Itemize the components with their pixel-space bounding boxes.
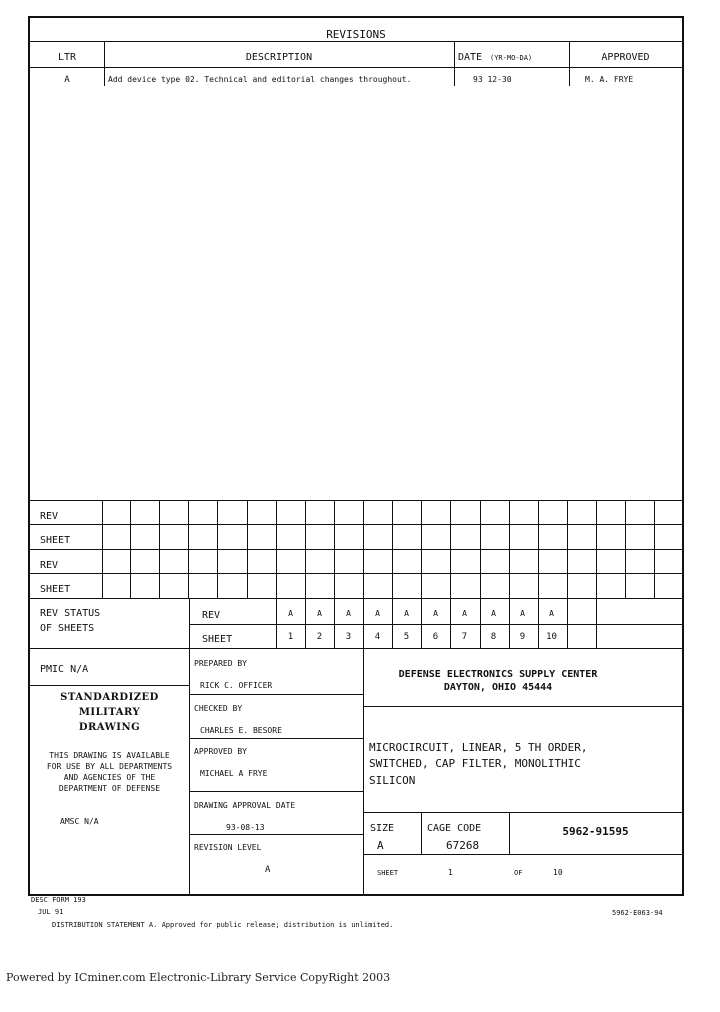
rev-status-rev-cell: A [346, 609, 351, 618]
divider [130, 500, 131, 598]
divider [392, 500, 393, 598]
divider [188, 500, 189, 598]
divider [569, 42, 570, 86]
title-line3: SILICON [369, 774, 416, 787]
divider [189, 791, 363, 792]
grid-label-rev-2: REV [40, 560, 59, 571]
divider [567, 598, 568, 648]
drawing-number: 5962-91595 [562, 825, 629, 838]
availability-line4: DEPARTMENT OF DEFENSE [58, 784, 161, 793]
grid-label-rev-1: REV [40, 511, 59, 522]
divider [247, 500, 248, 598]
cage-label: CAGE CODE [427, 823, 482, 834]
rev-status-rev-cell: A [491, 609, 496, 618]
rev-status-label-1: REV STATUS [40, 608, 101, 619]
divider [421, 812, 422, 854]
divider [625, 500, 626, 598]
divider [30, 524, 682, 525]
rev-status-rev-cell: A [520, 609, 525, 618]
availability-line2: FOR USE BY ALL DEPARTMENTS [46, 762, 173, 771]
approval-date-label: DRAWING APPROVAL DATE [194, 801, 296, 810]
divider [30, 573, 682, 574]
standardized-line1: STANDARDIZED [60, 692, 159, 703]
prepared-label: PREPARED BY [194, 659, 247, 668]
revisions-title: REVISIONS [326, 28, 386, 41]
divider [189, 738, 363, 739]
form-number: DESC FORM 193 [31, 896, 86, 904]
divider [159, 500, 160, 598]
sheet-info-sheet: 1 [448, 868, 453, 877]
divider [450, 500, 451, 598]
divider [596, 598, 597, 648]
divider [102, 500, 103, 598]
revision-level: A [265, 865, 271, 875]
approved-header: APPROVED [601, 52, 650, 63]
divider [30, 67, 682, 68]
standardized-line2: MILITARY [78, 707, 141, 718]
rev-status-sheet-cell: 4 [374, 632, 381, 642]
rev-status-sheet-cell: 9 [519, 632, 526, 642]
pmic: PMIC N/A [40, 664, 89, 675]
rev-status-sheet-cell: 6 [432, 632, 439, 642]
agency-line1: DEFENSE ELECTRONICS SUPPLY CENTER [398, 669, 598, 680]
standardized-line3: DRAWING [78, 722, 141, 733]
cage-value: 67268 [446, 839, 480, 852]
rev-status-rev-cell: A [317, 609, 322, 618]
divider [654, 500, 655, 598]
rev-status-rev-cell: A [462, 609, 467, 618]
form-date: JUL 91 [38, 908, 64, 916]
divider [334, 500, 335, 598]
divider [217, 500, 218, 598]
rev-status-sheet-cell: 1 [287, 632, 294, 642]
agency-line2: DAYTON, OHIO 45444 [443, 682, 553, 693]
checked-label: CHECKED BY [194, 704, 243, 713]
title-line2: SWITCHED, CAP FILTER, MONOLITHIC [369, 757, 581, 770]
divider [421, 500, 422, 598]
title-line1: MICROCIRCUIT, LINEAR, 5 TH ORDER, [369, 741, 588, 754]
divider [30, 549, 682, 550]
rev-label: REV [202, 610, 221, 621]
divider [538, 500, 539, 598]
divider [305, 500, 306, 598]
grid-label-sheet-1: SHEET [40, 535, 71, 546]
divider [30, 685, 189, 686]
divider [30, 598, 682, 599]
amsc: AMSC N/A [60, 817, 99, 826]
description-header: DESCRIPTION [245, 52, 313, 63]
powered-by: Powered by ICminer.com Electronic-Library Service CopyRight 2003 [6, 971, 391, 984]
checked-name: CHARLES E. BESORE [200, 726, 282, 735]
rev-status-rev-cell: A [288, 609, 293, 618]
revision-row-approved: M. A. FRYE [585, 75, 634, 84]
divider [30, 500, 682, 501]
divider [363, 854, 682, 855]
divider [567, 500, 568, 598]
divider [454, 42, 455, 86]
rev-status-label-2: OF SHEETS [40, 623, 95, 634]
rev-status-sheet-cell: 8 [490, 632, 497, 642]
divider [363, 500, 364, 598]
divider [104, 42, 105, 86]
sheet-info-total: 10 [553, 868, 563, 877]
ltr-header: LTR [57, 52, 77, 63]
divider [189, 624, 682, 625]
divider [30, 648, 682, 649]
availability-line1: THIS DRAWING IS AVAILABLE [49, 751, 170, 760]
approved-name: MICHAEL A FRYE [200, 769, 268, 778]
prepared-name: RICK C. OFFICER [200, 681, 273, 690]
date-format: (YR-MO-DA) [490, 54, 533, 62]
rev-status-sheet-cell: 2 [316, 632, 323, 642]
distribution-statement: DISTRIBUTION STATEMENT A. Approved for public release; distribution is unlimited. [52, 921, 394, 929]
revision-row-date: 93 12-30 [473, 75, 512, 84]
divider [189, 598, 190, 894]
revision-row-ltr: A [64, 75, 70, 85]
divider [480, 500, 481, 598]
rev-status-rev-cell: A [549, 609, 554, 618]
rev-status-sheet-cell: 7 [461, 632, 468, 642]
date-header: DATE [458, 52, 483, 63]
rev-status-rev-cell: A [375, 609, 380, 618]
divider [363, 706, 682, 707]
doc-code: 5962-E063-94 [612, 909, 663, 917]
divider [509, 500, 510, 598]
sheet-info-of: OF [514, 869, 523, 877]
sheet-info-label: SHEET [377, 869, 399, 877]
availability-line3: AND AGENCIES OF THE [63, 773, 156, 782]
divider [30, 41, 682, 42]
divider [596, 500, 597, 598]
divider [189, 694, 363, 695]
revision-level-label: REVISION LEVEL [194, 843, 262, 852]
revision-row-description: Add device type 02. Technical and editorial changes throughout. [108, 75, 412, 84]
approved-label: APPROVED BY [194, 747, 247, 756]
rev-status-sheet-cell: 5 [403, 632, 410, 642]
divider [276, 500, 277, 598]
rev-status-sheet-cell: 3 [345, 632, 352, 642]
rev-status-rev-cell: A [433, 609, 438, 618]
size-value: A [377, 839, 384, 852]
approval-date: 93-08-13 [226, 823, 265, 832]
sheet-label: SHEET [202, 634, 233, 645]
divider [363, 812, 682, 813]
size-label: SIZE [370, 823, 395, 834]
rev-status-sheet-cell: 10 [546, 632, 557, 642]
grid-label-sheet-2: SHEET [40, 584, 71, 595]
rev-status-rev-cell: A [404, 609, 409, 618]
divider [189, 834, 363, 835]
